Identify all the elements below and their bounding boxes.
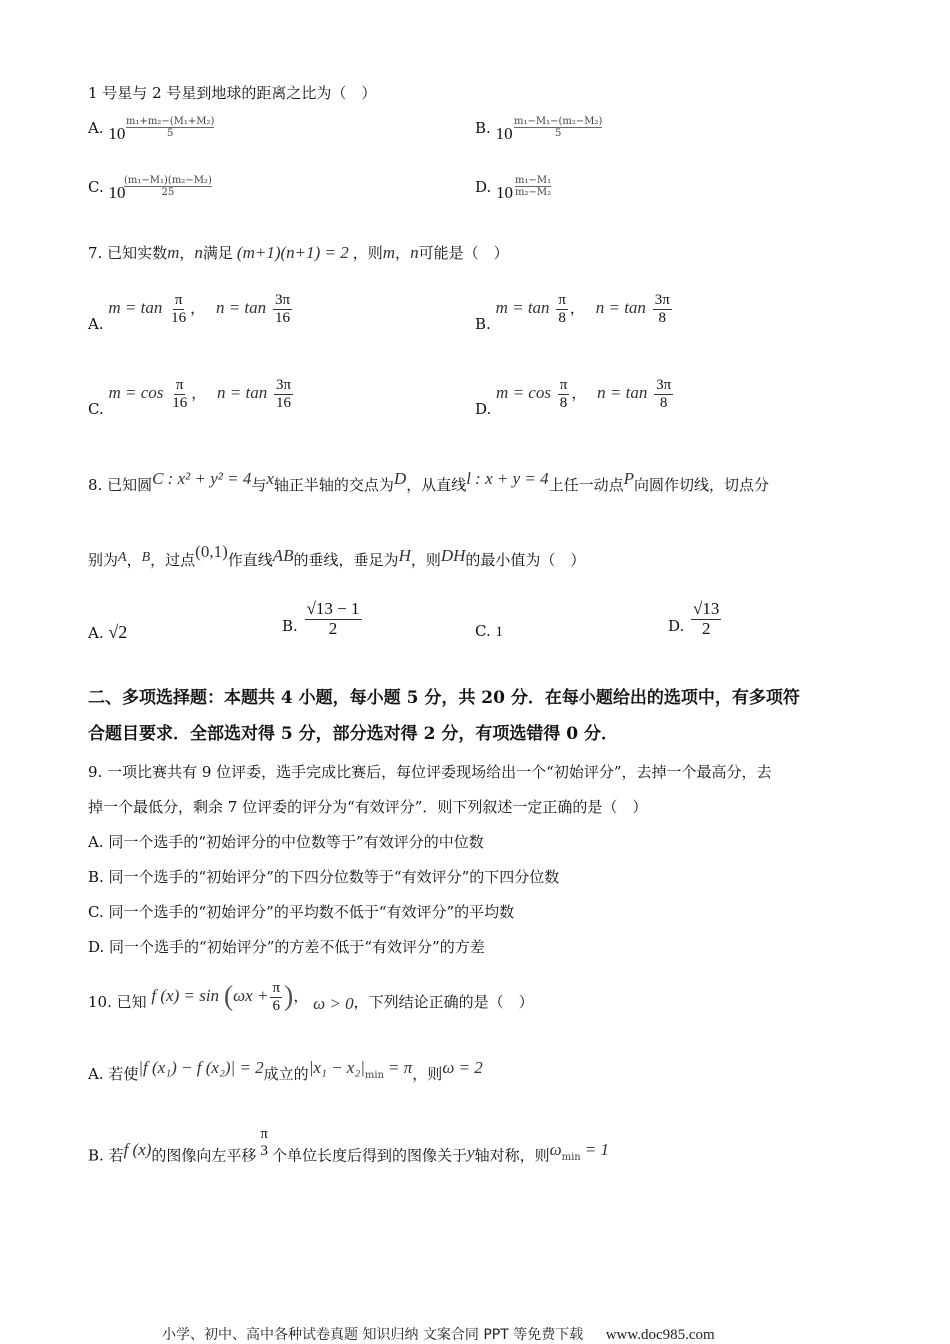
q7-option-c: C. m = cos $\frac{\pi}{16}$ ， n = tan $\frac{3\pi}{16}$ [88, 377, 292, 418]
exp-base: 10 [495, 124, 513, 143]
q8-option-a: A. √2 [88, 622, 128, 642]
exp-base: 10 [108, 124, 126, 143]
q6-c-exponent: (m₁−M₁)(m₂−M₂) 25 [124, 175, 212, 198]
q8-option-d: D. $\frac{√13}{2}$ [668, 599, 720, 638]
q9-stem-line-2: 掉一个最低分，剩余 7 位评委的评分为“有效评分”．则下列叙述一定正确的是（ ） [88, 798, 648, 816]
option-label: A. [88, 119, 104, 137]
option-label: D. [475, 178, 492, 196]
q10-option-b: B. 若f (x)的图像向左平移 π 3 个单位长度后得到的图像关于y轴对称，则ωmin = 1 [88, 1126, 609, 1165]
option-label: B. [475, 119, 491, 137]
q10-stem: 10. 已知 f (x) = sin (ωx + $\frac{\pi}{6}$ )， ω > 0，下列结论正确的是（ ） [88, 980, 534, 1014]
q6-d-exponent: m₁−M₁ m₂−M₂ [515, 175, 552, 198]
circle-equation: C : x² + y² = 4 [152, 469, 252, 488]
q6-option-c [88, 177, 126, 202]
q8-option-b: B. $\frac{√13 - 1}{2}$ [282, 599, 360, 638]
line-equation: l : x + y = 4 [466, 469, 549, 488]
footer-text: 小学、初中、高中各种试卷真题 知识归纳 文案合同 PPT 等免费下载 www.doc985.com [162, 1327, 715, 1343]
point-coords: (0,1) [195, 542, 228, 561]
function-definition: f (x) = sin [151, 986, 220, 1005]
q7-option-a: A. m = tan $\frac{\pi}{16}$ ， n = tan $\frac{3\pi}{16}$ [88, 292, 291, 333]
q9-option-d: D. 同一个选手的“初始评分”的方差不低于“有效评分”的方差 [88, 938, 485, 956]
section-2-heading-line-2: 合题目要求．全部选对得 5 分，部分选对得 2 分，有项选错得 0 分． [88, 724, 618, 744]
option-label: C. [88, 178, 104, 196]
q6-stem: 1 号星与 2 号星到地球的距离之比为（ ） [88, 84, 377, 102]
q8-line-2: 别为A，B，过点(0,1)作直线AB的垂线，垂足为H，则DH的最小值为（ ） [88, 542, 586, 569]
exp-base: 10 [496, 183, 514, 202]
footer-site-link[interactable]: www.doc985.com [605, 1327, 715, 1343]
q8-option-c: C. 1 [475, 622, 503, 640]
q9-option-c: C. 同一个选手的“初始评分”的平均数不低于“有效评分”的平均数 [88, 903, 515, 921]
q7-stem: 7. 已知实数m，n满足 (m+1)(n+1) = 2 ，则m，n可能是（ ） [88, 243, 509, 262]
q7-option-b: B. m = tan $\frac{\pi}{8}$ ， n = tan $\frac{3\pi}{8}$ [475, 292, 670, 333]
q8-line-1: 8. 已知圆C : x² + y² = 4与x轴正半轴的交点为D，从直线l : x + y = 4上任一动点P向圆作切线，切点分 [88, 469, 770, 494]
q9-option-b: B. 同一个选手的“初始评分”的下四分位数等于“有效评分”的下四分位数 [88, 868, 560, 886]
q9-stem-line-1: 9. 一项比赛共有 9 位评委，选手完成比赛后，每位评委现场给出一个“初始评分”，去掉一个最高分，去 [88, 763, 772, 781]
q7-condition: (m+1)(n+1) = 2 [236, 243, 349, 262]
q6-option-b [475, 118, 513, 143]
q6-a-exponent: m₁+m₂−(M₁+M₂) 5 [126, 116, 215, 139]
q6-option-d [475, 177, 514, 202]
q6-b-exponent: m₁−M₁−(m₂−M₂) 5 [514, 116, 603, 139]
exp-base: 10 [108, 183, 126, 202]
q10-option-a: A. 若使|f (x₁) − f (x₂)| = 2成立的|x₁ − x₂|min = π，则ω = 2 [88, 1058, 483, 1083]
omega-condition: ω > 0 [313, 994, 354, 1013]
q7-option-d: D. m = cos $\frac{\pi}{8}$ ， n = tan $\frac{3\pi}{8}$ [475, 377, 672, 418]
section-2-heading-line-1: 二、多项选择题：本题共 4 小题，每小题 5 分，共 20 分．在每小题给出的选项中，有多项符 [88, 688, 800, 708]
q9-option-a: A. 同一个选手的“初始评分的中位数等于”有效评分的中位数 [88, 833, 484, 851]
q6-option-a [88, 118, 126, 143]
